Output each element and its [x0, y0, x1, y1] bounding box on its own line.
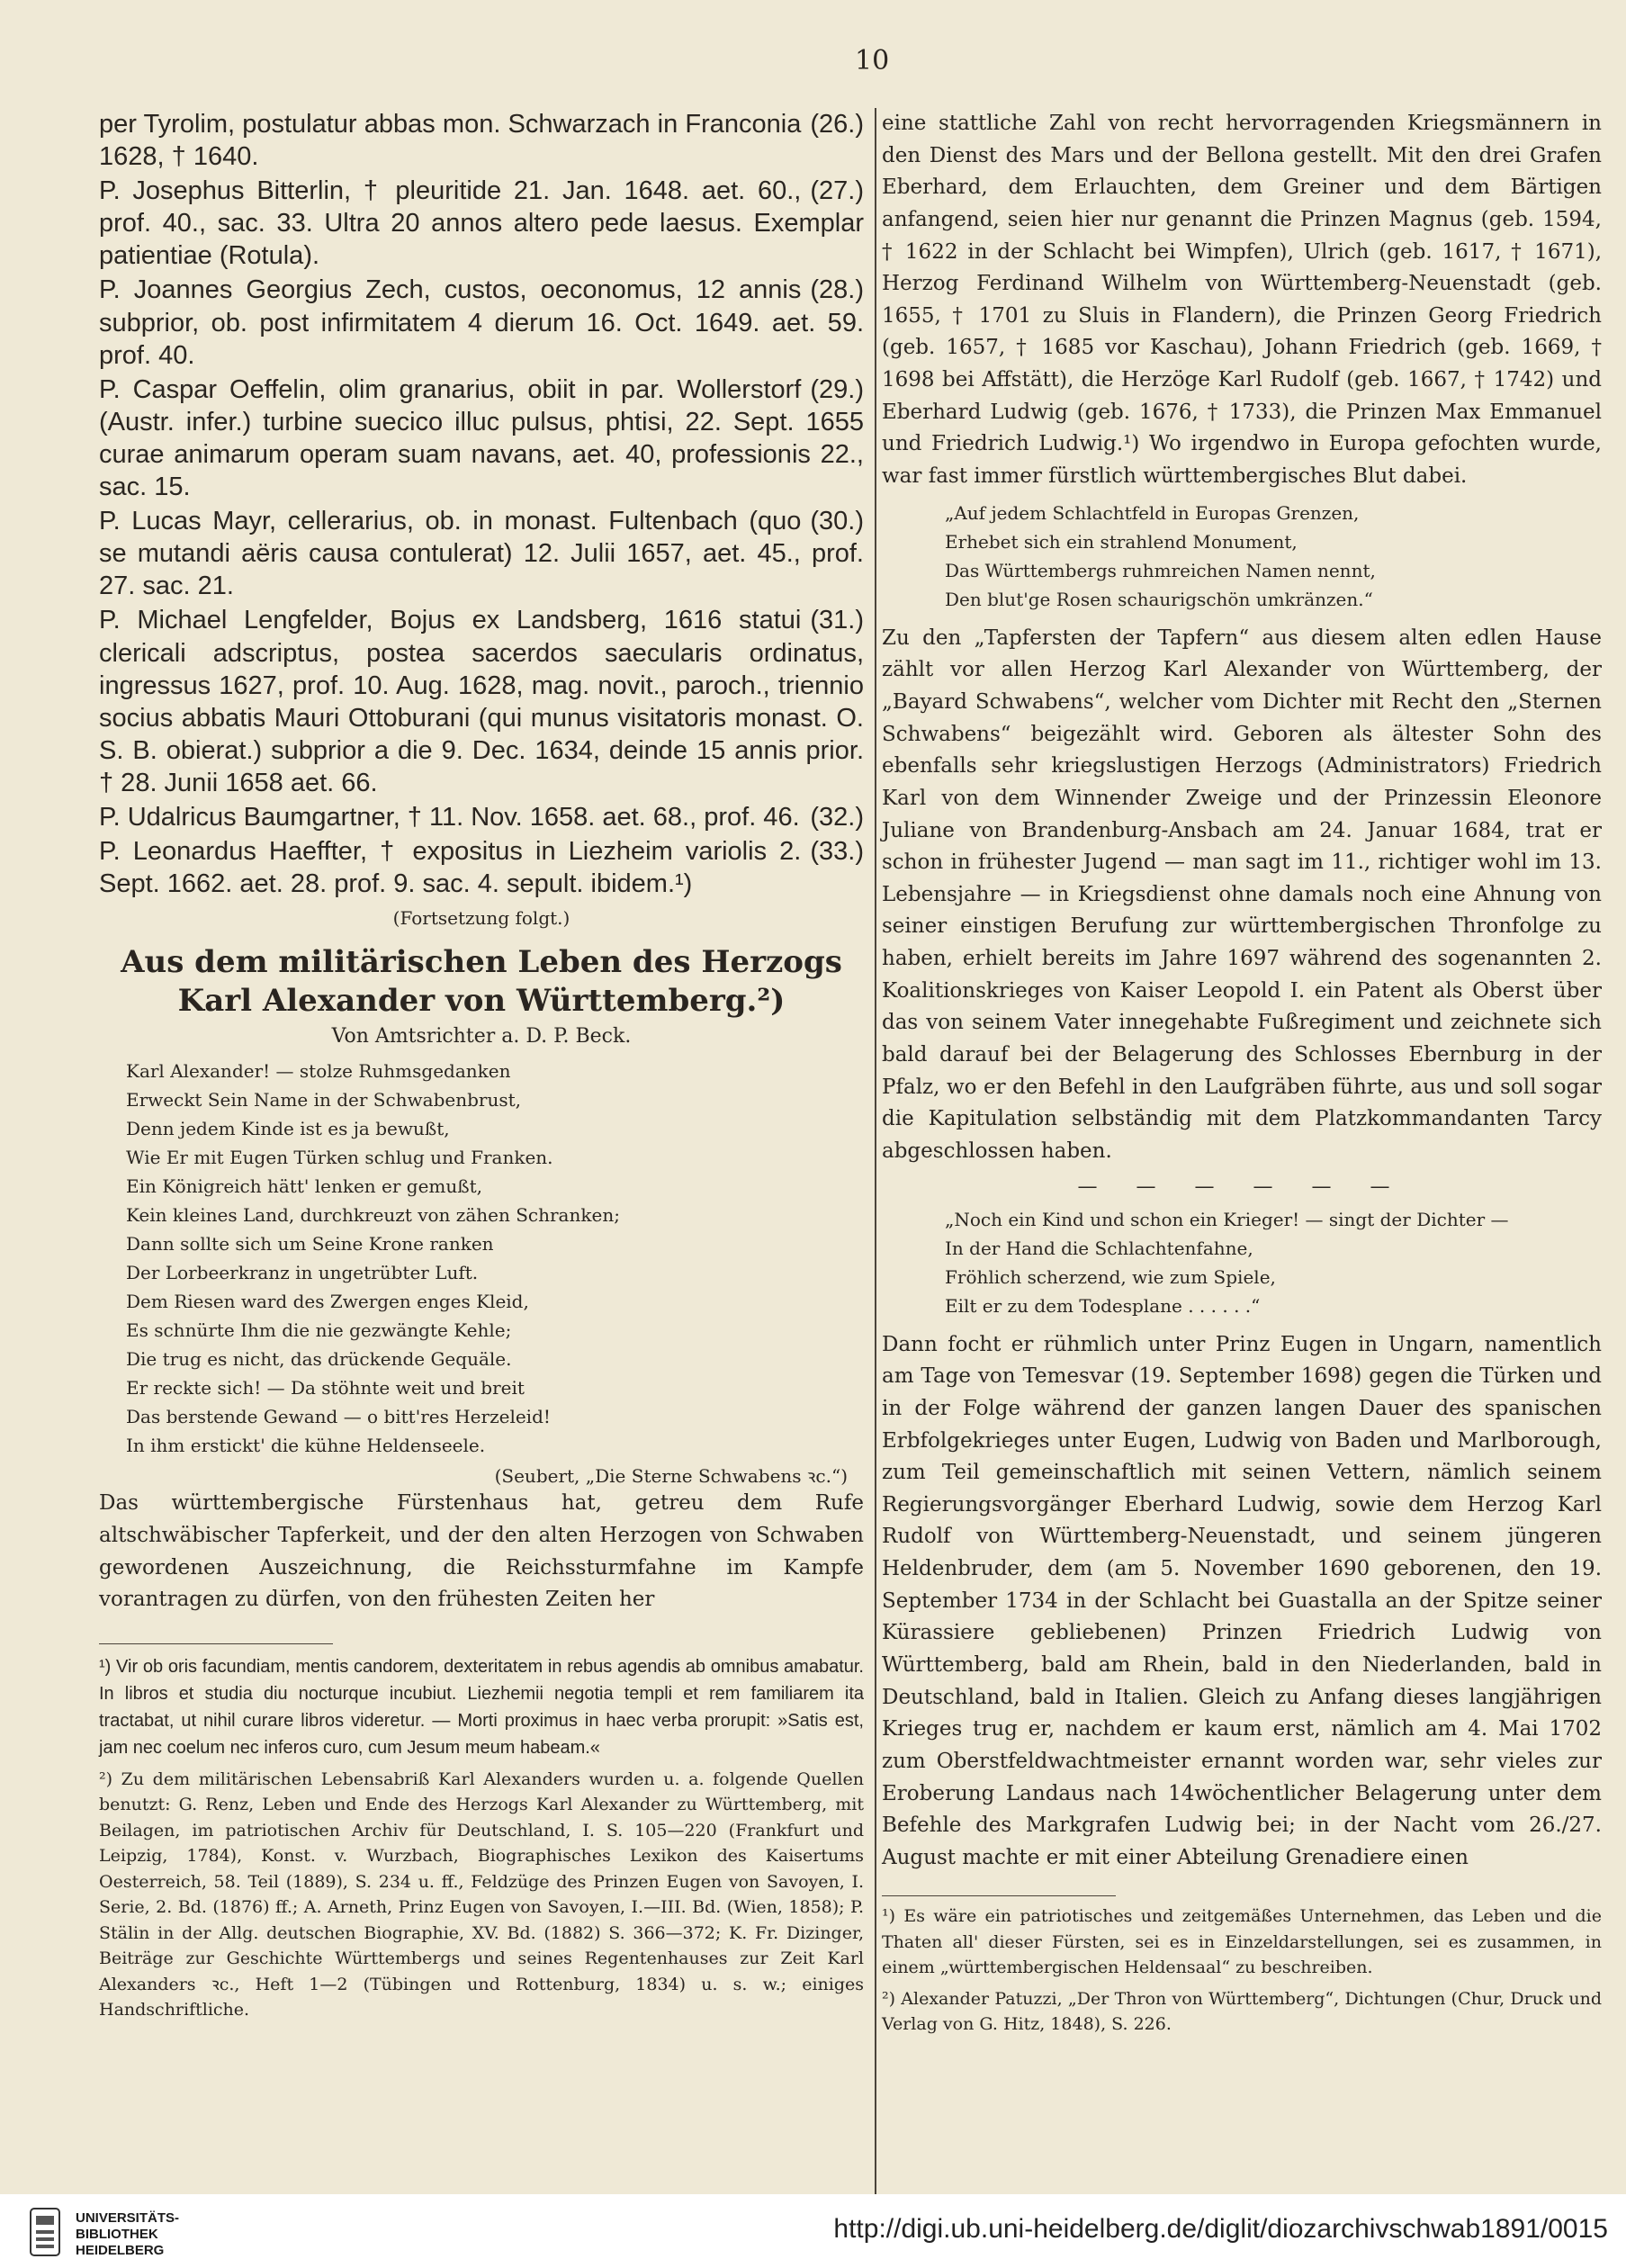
footnote: ¹) Vir ob oris facundiam, mentis candorem, dexteritatem in rebus agendis ab omnibus amabatur. In libros et studia diu nocturque incubiut. Liezhemii negotia templi et rem familiarem ita tractabat, ut nihil curare libros videretur. — Morti proximus in haec verba prorupit: »Satis est, jam nec coelum nec inferos curo, cum Jesum meum habeam.«: [99, 1656, 864, 1758]
body-paragraph: Zu den „Tapfersten der Tapfern“ aus diesem alten edlen Hause zählt vor allen Herzog Karl Alexander von Württemberg, der „Bayard Schwabens“, welcher vom Dichter mit Recht den „Sternen Schwabens“ beigezählt wird. Geboren als ältester Sohn des ebenfalls sehr kriegslustigen Herzogs (Administrators) Friedrich Karl von dem Winnender Zweige und der Prinzessin Eleonore Juliane von Brandenburg-Ansbach am 24. Januar 1684, trat er schon in frühester Jugend — man sagt im 11., richtiger wohl im 13. Lebensjahre — in Kriegsdienst ohne damals noch eine Ahnung von seiner einstigen Berufung zur württembergischen Thronfolge zu haben, erhielt bereits im Jahre 1697 während des sogenannten 2. Koalitionskrieges von Kaiser Leopold I. ein Patent als Oberst über das von seinem Vater innegehabte Fußregiment und zeichnete sich bald darauf bei der Belagerung des Schlosses Ebernburg in der Pfalz, wo er den Befehl in den Laufgräben führte, aus und soll sogar die Kapitulation selbständig mit dem Platzkommandanten Tarcy abgeschlossen haben.: [882, 626, 1602, 1163]
poem-line: In der Hand die Schlachtenfahne,: [945, 1237, 1253, 1259]
poem-line: „Noch ein Kind und schon ein Krieger! — singt der Dichter —: [945, 1208, 1509, 1230]
left-column: [99, 108, 864, 2029]
poem-line: Karl Alexander! — stolze Ruhmsgedanken: [126, 1060, 511, 1083]
necrology-entry: (26.) per Tyrolim, postulatur abbas mon. Schwarzach in Franconia 1628, † 1640.: [99, 110, 864, 172]
body-paragraph: Das württembergische Fürstenhaus hat, getreu dem Rufe altschwäbischer Tapferkeit, und der den alten Herzogen von Schwaben gewordenen Auszeichnung, die Reichssturmfahne im Kampfe vorantragen zu dürfen, von den frühesten Zeiten her: [99, 1491, 864, 1612]
continuation-note: (Fortsetzung folgt.): [392, 907, 570, 930]
library-name: UNIVERSITÄTS- BIBLIOTHEK HEIDELBERG: [76, 2210, 180, 2258]
poem-line: In ihm erstickt' die kühne Heldenseele.: [126, 1435, 486, 1457]
necrology-entry: (29.) P. Caspar Oeffelin, olim granarius, obiit in par. Wollerstorf (Austr. infer.) turbine suecico illuc pulsus, phtisi, 22. Sept. 1655 curae animarum operam suam navans, aet. 40, professionis 22., sac. 15.: [99, 374, 864, 502]
poem-line: Fröhlich scherzend, wie zum Spiele,: [945, 1265, 1276, 1288]
article-heading: Aus dem militärischen Leben des Herzogs Karl Alexander von Württemberg.²): [121, 944, 842, 1019]
poem-line: Erweckt Sein Name in der Schwabenbrust,: [126, 1089, 522, 1112]
separator: — — — — — —: [1077, 1174, 1406, 1198]
quote-poem: [945, 499, 1602, 614]
necrology-entry: (31.) P. Michael Lengfelder, Bojus ex Landsberg, 1616 statui clericali adscriptus, postea sacerdos saecularis ordinatus, ingressus 1627, prof. 10. Aug. 1628, mag. novit., paroch., triennio socius abbatis Mauri Ottoburani (qui munus visitatoris monast. O. S. B. obierat.) subprior a die 9. Dec. 1634, deinde 15 annis prior. † 28. Junii 1658 aet. 66.: [99, 606, 864, 797]
poem-line: Der Lorbeerkranz in ungetrübter Luft.: [126, 1262, 479, 1284]
poem-line: Ein Königreich hätt' lenken er gemußt,: [126, 1175, 483, 1198]
poem-line: Dann sollte sich um Seine Krone ranken: [126, 1233, 494, 1256]
quote-poem: [945, 1205, 1602, 1320]
footnote: ²) Alexander Patuzzi, „Der Thron von Württemberg“, Dichtungen (Chur, Druck und Verlag von G. Hitz, 1848), S. 226.: [882, 1988, 1602, 2035]
necrology-entry: (33.) P. Leonardus Haeffter, † expositus in Liezheim variolis 2. Sept. 1662. aet. 28. prof. 9. sac. 4. sepult. ibidem.¹): [99, 837, 864, 899]
poem-line: Eilt er zu dem Todesplane . . . . . .“: [945, 1294, 1261, 1317]
footnote: ²) Zu dem militärischen Lebensabriß Karl Alexanders wurden u. a. folgende Quellen benutzt: G. Renz, Leben und Ende des Herzogs Karl Alexander zu Württemberg, mit Beilagen, im patriotischen Archiv für Deutschland, I. S. 105—220 (Frankfurt und Leipzig, 1784), Konst. v. Wurzbach, Biographisches Lexikon des Kaisertums Oesterreich, 58. Teil (1889), S. 234 u. ff., Feldzüge des Prinzen Eugen von Savoyen, I. Serie, 2. Bd. (1876) ff.; A. Arneth, Prinz Eugen von Savoyen, I.—III. Bd. (Wien, 1858); P. Stälin in der Allg. deutschen Biographie, XV. Bd. (1882) S. 366—372; K. Fr. Dizinger, Beiträge zur Geschichte Württembergs und seines Regentenhauses zur Zeit Karl Alexanders ꝛc., Heft 1—2 (Tübingen und Rottenburg, 1834) u. s. w.; einiges Handschriftliche.: [99, 1768, 864, 2020]
necrology-entry: (30.) P. Lucas Mayr, cellerarius, ob. in monast. Fultenbach (quo se mutandi aëris causa contulerat) 12. Julii 1657, aet. 45., prof. 27. sac. 21.: [99, 507, 864, 601]
poem-line: Die trug es nicht, das drückende Gequäle.: [126, 1348, 512, 1371]
footer-bar: [0, 2194, 1626, 2268]
sonnet: [126, 1057, 864, 1460]
poem-line: Er reckte sich! — Da stöhnte weit und breit: [126, 1377, 525, 1400]
poem-line: Das Württembergs ruhmreichen Namen nennt,: [945, 559, 1376, 581]
source-url-link[interactable]: http://digi.ub.uni-heidelberg.de/diglit/diozarchivschwab1891/0015: [833, 2214, 1608, 2244]
poem-source: (Seubert, „Die Sterne Schwabens ꝛc.“): [494, 1465, 848, 1488]
body-paragraph: eine stattliche Zahl von recht hervorragenden Kriegsmännern in den Dienst des Mars und der Bellona gestellt. Mit den drei Grafen Eberhard, dem Erlauchten, dem Greiner und dem Bärtigen anfangend, seien hier nur genannt die Prinzen Magnus (geb. 1594, † 1622 in der Schlacht bei Wimpfen), Ulrich (geb. 1617, † 1671), Herzog Ferdinand Wilhelm von Württemberg-Neuenstadt (geb. 1655, † 1701 zu Sluis in Flandern), die Prinzen Georg Friedrich (geb. 1657, † 1685 vor Kaschau), Johann Friedrich (geb. 1669, † 1698 bei Affstätt), die Herzöge Karl Rudolf (geb. 1667, † 1742) und Eberhard Ludwig (geb. 1676, † 1733), die Prinzen Max Emmanuel und Friedrich Ludwig.¹) Wo irgendwo in Europa gefochten wurde, war fast immer fürstlich württembergisches Blut dabei.: [882, 112, 1602, 489]
body-paragraph: Dann focht er rühmlich unter Prinz Eugen in Ungarn, namentlich am Tage von Temesvar (19. September 1698) gegen die Türken und in der Folge während der ganzen langen Dauer des spanischen Erbfolgekrieges unter Eugen, Ludwig von Baden und Marlborough, zum Teil gemeinschaftlich mit seinen Vettern, nämlich seinem Regierungsvorgänger Eberhard Ludwig, sowie dem Herzog Karl Rudolf von Württemberg-Neuenstadt, und seinem jüngeren Heldenbruder, dem (am 5. November 1690 geborenen, den 19. September 1734 in der Schlacht bei Guastalla an der Spitze seiner Kürassiere gebliebenen) Prinzen Friedrich Ludwig von Württemberg, bald am Rhein, bald in den Niederlanden, bald in Deutschland, bald in Italien. Gleich zu Anfang dieses langjährigen Krieges trug er, nachdem er kaum erst, nämlich am 4. Mai 1702 zum Oberstfeldwachtmeister ernannt worden war, sehr vieles zur Eroberung Landaus nach 14wöchentlicher Belagerung unter dem Befehle des Markgrafen Ludwig bei; in der Nacht vom 26./27. August machte er mit einer Abteilung Grenadiere einen: [882, 1332, 1602, 1869]
footnote-rule: [99, 1643, 333, 1653]
poem-line: Erhebet sich ein strahlend Monument,: [945, 530, 1298, 553]
necrology-entry: (28.) P. Joannes Georgius Zech, custos, oeconomus, 12 annis subprior, ob. post infirmitatem 4 dierum 16. Oct. 1649. aet. 59. prof. 40.: [99, 275, 864, 370]
footnote-rule: [882, 1895, 1116, 1904]
footnotes: [99, 1653, 864, 2023]
necrology-entry: (32.) P. Udalricus Baumgartner, † 11. Nov. 1658. aet. 68., prof. 46.: [99, 802, 864, 832]
page: [81, 36, 1626, 2178]
poem-line: Denn jedem Kinde ist es ja bewußt,: [126, 1118, 450, 1140]
poem-line: Den blut'ge Rosen schaurigschön umkränzen.“: [945, 588, 1373, 610]
page-number: 10: [855, 45, 890, 76]
university-seal-icon: [27, 2205, 63, 2259]
right-column: [882, 108, 1602, 2043]
footnote: ¹) Es wäre ein patriotisches und zeitgemäßes Unternehmen, das Leben und die Thaten all' dieser Fürsten, sei es in Einzeldarstellungen, sei es zusammen, in einem „württembergischen Heldensaal“ zu beschreiben.: [882, 1906, 1602, 1978]
poem-line: Es schnürte Ihm die nie gezwängte Kehle;: [126, 1319, 512, 1342]
poem-line: „Auf jedem Schlachtfeld in Europas Grenzen,: [945, 501, 1360, 524]
poem-line: Das berstende Gewand — o bitt'res Herzeleid!: [126, 1406, 551, 1428]
poem-line: Kein kleines Land, durchkreuzt von zähen Schranken;: [126, 1204, 620, 1227]
poem-line: Dem Riesen ward des Zwergen enges Kleid,: [126, 1291, 529, 1313]
necrology-list: [99, 108, 864, 900]
column-divider: [875, 108, 876, 2205]
poem-line: Wie Er mit Eugen Türken schlug und Franken.: [126, 1147, 553, 1169]
necrology-entry: (27.) P. Josephus Bitterlin, † pleuritide 21. Jan. 1648. aet. 60., prof. 40., sac. 33. Ultra 20 annos altero pede laesus. Exemplar patientiae (Rotula).: [99, 176, 864, 271]
article-byline: Von Amtsrichter a. D. P. Beck.: [331, 1025, 632, 1048]
